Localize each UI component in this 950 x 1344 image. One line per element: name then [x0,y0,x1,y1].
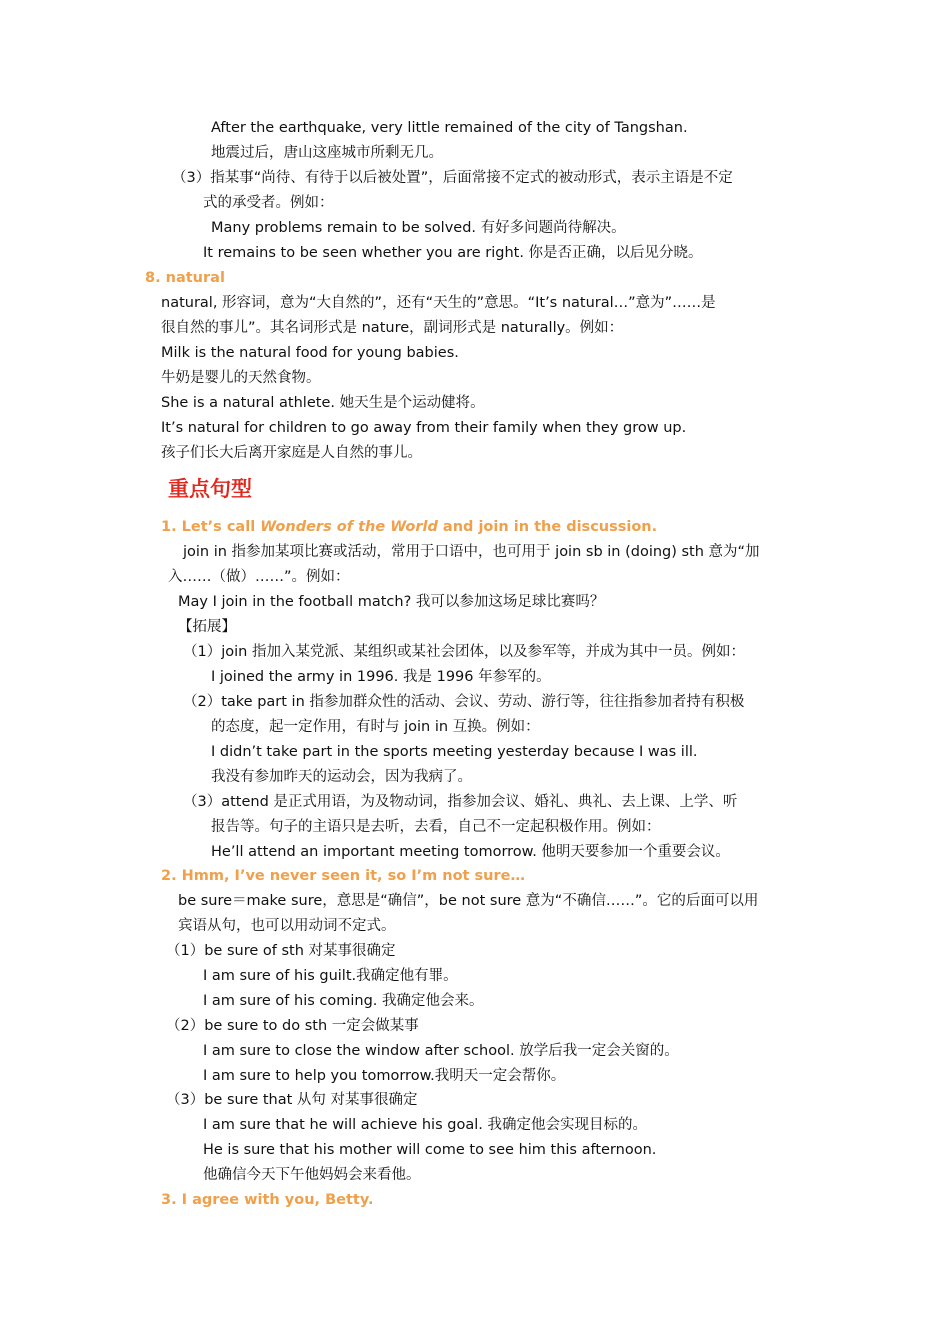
sentence-heading-1: 1. Let’s call Wonders of the World and join in the discussion. [161,519,658,535]
example-sentence: I am sure that he will achieve his goal. 我确定他会实现目标的。 [203,1117,647,1133]
usage-note: （3）指某事“尚待、有待于以后被处置”，后面常接不定式的被动形式，表示主语是不定 [172,170,733,186]
usage-note-continued: 式的承受者。例如： [203,195,334,211]
section-heading-natural: 8. natural [145,270,225,286]
example-sentence: It remains to be seen whether you are right. 你是否正确，以后见分晓。 [203,245,703,261]
example-sentence: I joined the army in 1996. 我是 1996 年参军的。 [211,669,551,685]
example-translation: 牛奶是婴儿的天然食物。 [161,370,321,386]
example-sentence: It’s natural for children to go away from their family when they grow up. [161,420,687,436]
example-sentence: He’ll attend an important meeting tomorrow. 他明天要参加一个重要会议。 [211,844,730,860]
example-sentence: She is a natural athlete. 她天生是个运动健将。 [161,395,485,411]
section-title-key-sentences: 重点句型 [168,477,252,501]
definition-text: natural, 形容词，意为“大自然的”，还有“天生的”意思。“It’s natural…”意为”……是 [161,295,716,311]
usage-note-continued: 入……（做）……”。例如： [168,569,350,585]
usage-pattern: （3）be sure that 从句 对某事很确定 [166,1092,418,1108]
sentence-heading-2: 2. Hmm, I’ve never seen it, so I’m not sure… [161,868,525,884]
usage-note-continued: 报告等。句子的主语只是去听，去看，自己不一定起积极作用。例如： [211,819,661,835]
example-sentence: I am sure to help you tomorrow.我明天一定会帮你。 [203,1068,566,1084]
example-translation: 我没有参加昨天的运动会，因为我病了。 [211,769,472,785]
example-sentence: Many problems remain to be solved. 有好多问题尚待解决。 [211,220,626,236]
usage-note: （3）attend 是正式用语，为及物动词，指参加会议、婚礼、典礼、去上课、上学、听 [183,794,738,810]
sentence-heading-3: 3. I agree with you, Betty. [161,1192,374,1208]
example-sentence: I am sure of his coming. 我确定他会来。 [203,993,484,1009]
example-sentence: I am sure of his guilt.我确定他有罪。 [203,968,458,984]
example-translation: 地震过后，唐山这座城市所剩无几。 [211,145,443,161]
example-sentence: Milk is the natural food for young babies. [161,345,459,361]
usage-note: （2）take part in 指参加群众性的活动、会议、劳动、游行等，往往指参加者持有积极 [183,694,745,710]
usage-note-continued: 的态度，起一定作用，有时与 join in 互换。例如： [211,719,540,735]
example-sentence: I didn’t take part in the sports meeting yesterday because I was ill. [211,744,698,760]
example-sentence: May I join in the football match? 我可以参加这场足球比赛吗？ [178,594,605,610]
usage-note-continued: 宾语从句，也可以用动词不定式。 [178,918,396,934]
example-sentence: He is sure that his mother will come to see him this afternoon. [203,1142,657,1158]
usage-pattern: （2）be sure to do sth 一定会做某事 [166,1018,419,1034]
example-translation: 他确信今天下午他妈妈会来看他。 [203,1167,421,1183]
usage-note: join in 指参加某项比赛或活动，常用于口语中，也可用于 join sb in (doing) sth 意为“加 [183,544,760,560]
extension-label: 【拓展】 [178,619,236,635]
usage-pattern: （1）be sure of sth 对某事很确定 [166,943,396,959]
example-sentence: After the earthquake, very little remained of the city of Tangshan. [211,120,688,136]
usage-note: （1）join 指加入某党派、某组织或某社会团体，以及参军等，并成为其中一员。例如： [183,644,745,660]
example-translation: 孩子们长大后离开家庭是人自然的事儿。 [161,445,422,461]
definition-text-continued: 很自然的事儿”。其名词形式是 nature，副词形式是 naturally。例如： [161,320,624,336]
usage-note: be sure＝make sure，意思是“确信”，be not sure 意为“不确信……”。它的后面可以用 [178,893,759,909]
example-sentence: I am sure to close the window after school. 放学后我一定会关窗的。 [203,1043,679,1059]
